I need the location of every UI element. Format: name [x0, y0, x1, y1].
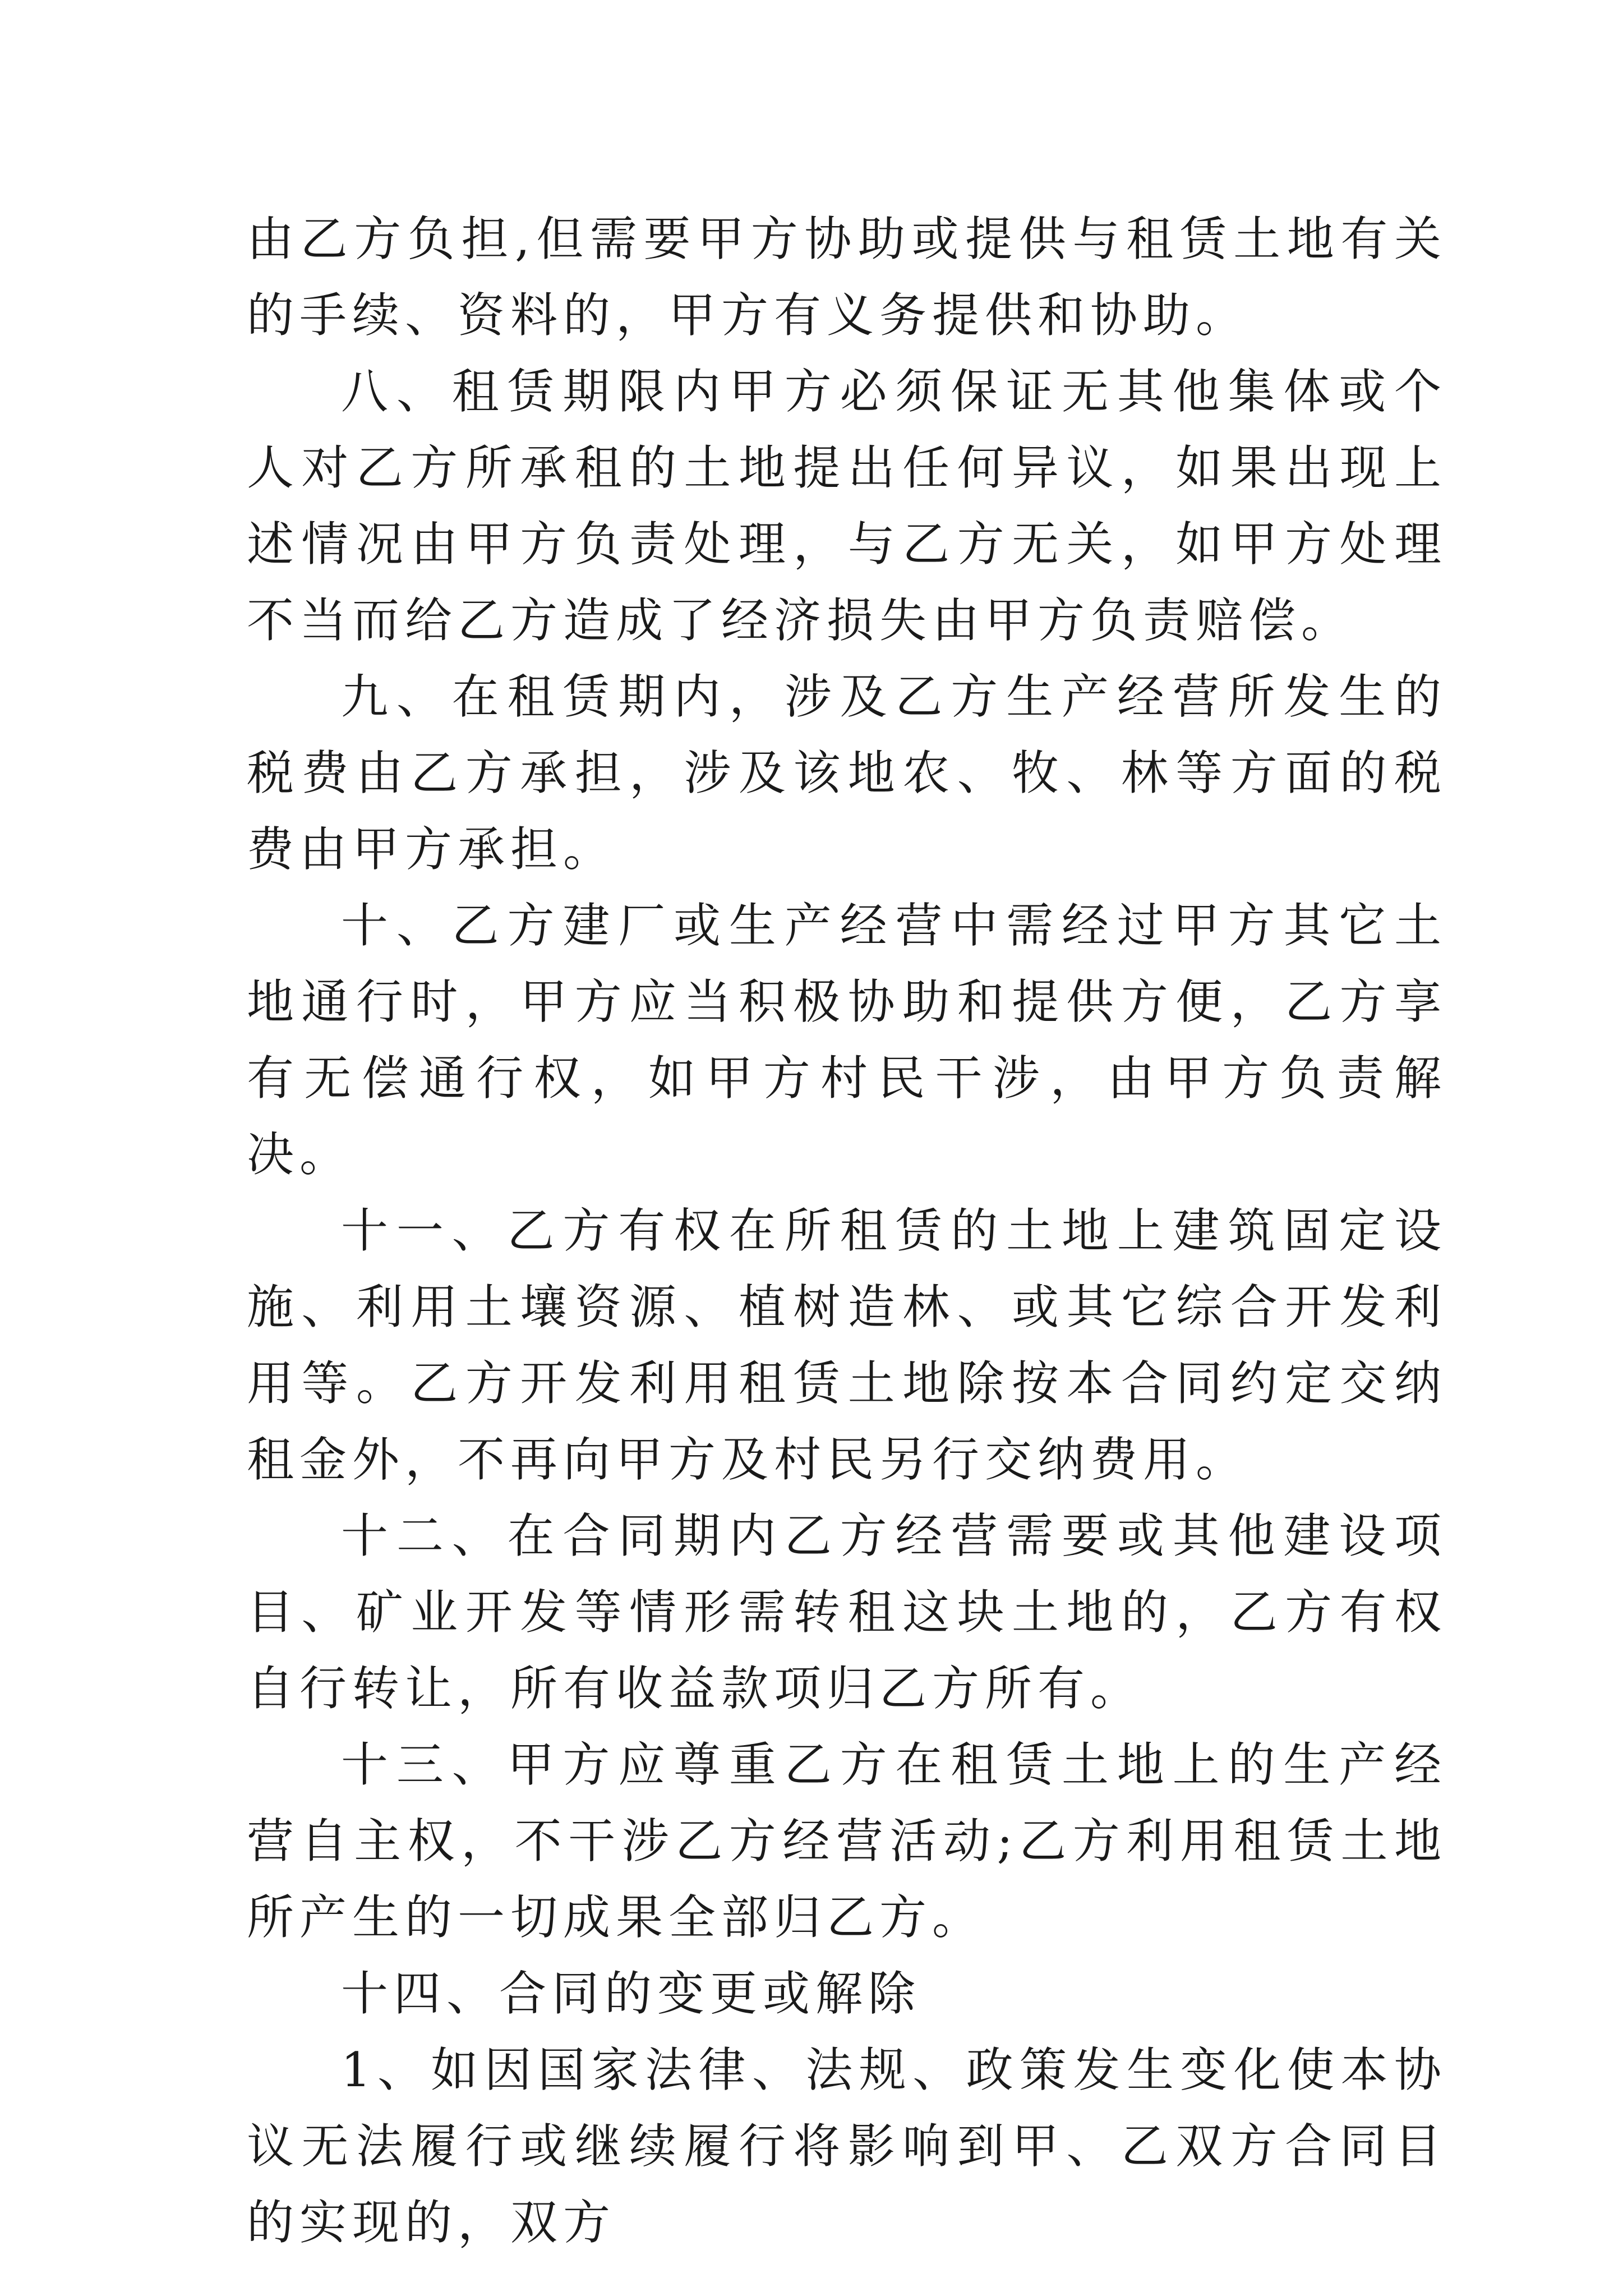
- clause-14-item-1: 1、如因国家法律、法规、政策发生变化使本协议无法履行或继续履行将影响到甲、乙双方合同目的实现的，双方: [247, 2042, 1447, 2250]
- clause-10: 十、乙方建厂或生产经营中需经过甲方其它土地通行时，甲方应当积极协助和提供方便，乙方享有无偿通行权，如甲方村民干涉，由甲方负责解决。: [247, 898, 1447, 1182]
- clause-14-heading: 十四、合同的变更或解除: [341, 1966, 921, 2021]
- paragraph-continuation: 由乙方负担,但需要甲方协助或提供与租赁土地有关的手续、资料的，甲方有义务提供和协助。: [247, 211, 1447, 343]
- clause-8: 八、租赁期限内甲方必须保证无其他集体或个人对乙方所承租的土地提出任何异议，如果出现上述情况由甲方负责处理，与乙方无关，如甲方处理不当而给乙方造成了经济损失由甲方负责赔偿。: [247, 364, 1447, 648]
- clause-11: 十一、乙方有权在所租赁的土地上建筑固定设施、利用土壤资源、植树造林、或其它综合开发利用等。乙方开发利用租赁土地除按本合同约定交纳租金外，不再向甲方及村民另行交纳费用。: [247, 1203, 1447, 1487]
- contract-body: [247, 201, 1447, 2261]
- clause-9: 九、在租赁期内，涉及乙方生产经营所发生的税费由乙方承担，涉及该地农、牧、林等方面的税费由甲方承担。: [247, 669, 1447, 877]
- clause-12: 十二、在合同期内乙方经营需要或其他建设项目、矿业开发等情形需转租这块土地的，乙方有权自行转让，所有收益款项归乙方所有。: [247, 1508, 1447, 1716]
- clause-13: 十三、甲方应尊重乙方在租赁土地上的生产经营自主权，不干涉乙方经营活动;乙方利用租赁土地所产生的一切成果全部归乙方。: [247, 1737, 1447, 1945]
